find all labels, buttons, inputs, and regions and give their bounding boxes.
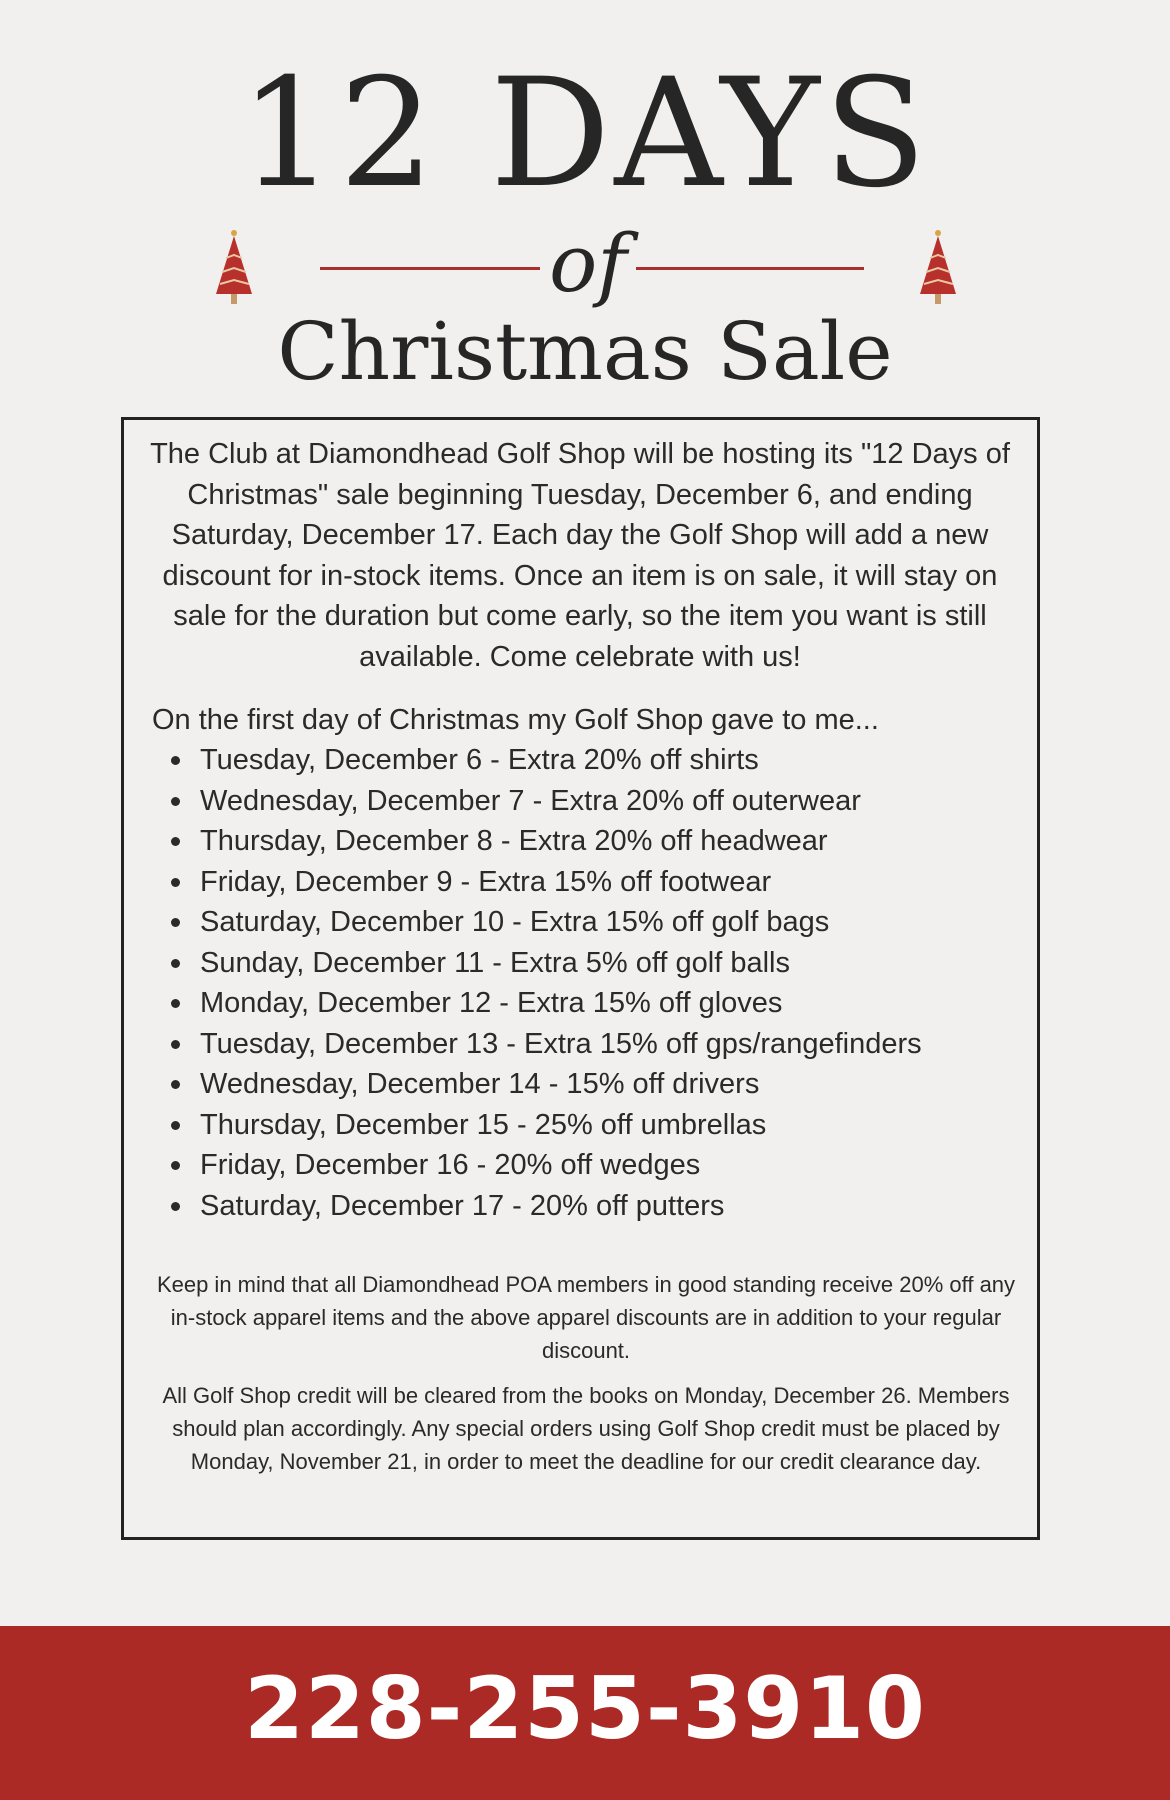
bullet-icon <box>171 999 180 1008</box>
list-item-text: Sunday, December 11 - Extra 5% off golf balls <box>200 946 790 979</box>
bullet-icon <box>171 959 180 968</box>
divider-line-left <box>320 267 540 270</box>
title-12-days: 12 DAYS <box>239 47 931 221</box>
footer-banner <box>0 1626 1170 1800</box>
bullet-icon <box>171 756 180 765</box>
list-item <box>152 902 1012 943</box>
bullet-icon <box>171 1121 180 1130</box>
sale-day-list <box>152 740 1012 1226</box>
christmas-tree-icon <box>916 228 960 308</box>
title-divider-row <box>0 217 1170 312</box>
bullet-icon <box>171 797 180 806</box>
list-item-text: Wednesday, December 7 - Extra 20% off outerwear <box>200 784 861 817</box>
member-discount-note: Keep in mind that all Diamondhead POA members in good standing receive 20% off any in-stock apparel items and the above apparel discounts are in addition to your regular discount. <box>156 1272 1016 1363</box>
bullet-icon <box>171 837 180 846</box>
list-item-text: Monday, December 12 - Extra 15% off gloves <box>200 987 783 1019</box>
phone-number[interactable]: 228-255-3910 <box>244 1659 926 1759</box>
list-item-text: Tuesday, December 6 - Extra 20% off shirts <box>200 744 759 776</box>
title-christmas-sale: Christmas Sale <box>277 305 893 398</box>
intro-paragraph: The Club at Diamondhead Golf Shop will be hosting its "12 Days of Christmas" sale beginning Tuesday, December 6, and ending Saturday, December 17. Each day the Golf Shop will add a new discount for in-stock items. Once an item is on sale, it will stay on sale for the duration but come early, so the item you want is still available. Come celebrate with us! <box>150 438 1010 673</box>
bullet-icon <box>171 878 180 887</box>
list-item <box>152 1105 1012 1146</box>
list-item <box>152 740 1012 781</box>
list-item-text: Saturday, December 10 - Extra 15% off golf bags <box>200 906 830 938</box>
list-item <box>152 1064 1012 1105</box>
list-item <box>152 1024 1012 1065</box>
bullet-icon <box>171 1161 180 1170</box>
list-item <box>152 943 1012 984</box>
list-item-text: Thursday, December 8 - Extra 20% off headwear <box>200 825 828 857</box>
credit-clearance-note: All Golf Shop credit will be cleared from the books on Monday, December 26. Members should plan accordingly. Any special orders using Golf Shop credit must be placed by Monday, November 21, in order to meet the deadline for our credit clearance day. <box>162 1383 1010 1474</box>
list-lead-text: On the first day of Christmas my Golf Shop gave to me... <box>152 704 879 736</box>
list-item <box>152 983 1012 1024</box>
bullet-icon <box>171 1080 180 1089</box>
list-item-text: Friday, December 16 - 20% off wedges <box>200 1149 701 1181</box>
list-item-text: Thursday, December 15 - 25% off umbrellas <box>200 1108 767 1141</box>
list-item-text: Wednesday, December 14 - 15% off drivers <box>200 1068 760 1100</box>
title-of: of <box>549 217 627 310</box>
list-item <box>152 781 1012 822</box>
divider-line-right <box>636 267 864 270</box>
bullet-icon <box>171 1040 180 1049</box>
list-item <box>152 862 1012 903</box>
list-item <box>152 1186 1012 1227</box>
list-item-text: Friday, December 9 - Extra 15% off footwear <box>200 865 772 898</box>
bullet-icon <box>171 1202 180 1211</box>
bullet-icon <box>171 918 180 927</box>
list-item-text: Saturday, December 17 - 20% off putters <box>200 1189 725 1222</box>
list-item <box>152 1145 1012 1186</box>
list-item <box>152 821 1012 862</box>
christmas-tree-icon <box>212 228 256 308</box>
list-item-text: Tuesday, December 13 - Extra 15% off gps/rangefinders <box>200 1027 922 1060</box>
